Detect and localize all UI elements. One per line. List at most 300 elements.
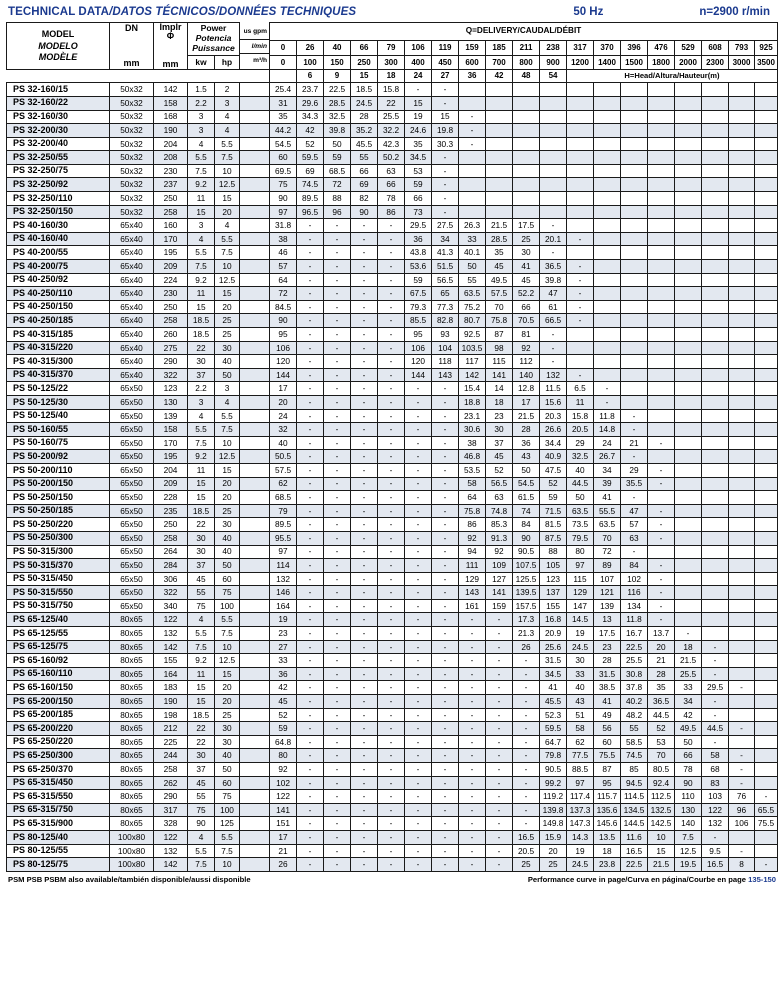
cell-hp: 5.5 [215, 137, 240, 151]
cell-head-0: 68.5 [270, 491, 297, 505]
cell-head-18 [755, 164, 778, 178]
cell-spacer [240, 287, 270, 301]
cell-head-9: 61.5 [513, 491, 540, 505]
cell-hp: 75 [215, 790, 240, 804]
cell-head-9: - [513, 749, 540, 763]
table-row [7, 192, 778, 206]
cell-head-8: - [486, 640, 513, 654]
cell-head-4: - [378, 504, 405, 518]
cell-head-15: 130 [675, 803, 702, 817]
cell-head-9: 12.8 [513, 382, 540, 396]
cell-head-10: 81.5 [540, 518, 567, 532]
cell-head-13 [621, 178, 648, 192]
lmin-9: 800 [513, 56, 540, 70]
cell-hp: 25 [215, 328, 240, 342]
cell-spacer [240, 763, 270, 777]
cell-head-8: 91.3 [486, 531, 513, 545]
cell-head-12: 87 [594, 763, 621, 777]
cell-head-8: 56.5 [486, 477, 513, 491]
header-model-en: MODEL [41, 29, 75, 40]
cell-hp: 20 [215, 205, 240, 219]
cell-head-10: 11.5 [540, 382, 567, 396]
cell-model: PS 40-315/185 [7, 328, 110, 342]
gpm-1: 26 [297, 40, 324, 55]
cell-head-16 [702, 613, 729, 627]
cell-model: PS 65-315/450 [7, 776, 110, 790]
cell-impeller: 142 [154, 858, 188, 872]
cell-spacer [240, 518, 270, 532]
cell-hp: 50 [215, 763, 240, 777]
cell-head-2: - [324, 341, 351, 355]
cell-head-4: 66 [378, 178, 405, 192]
cell-head-12 [594, 260, 621, 274]
cell-head-8: 18 [486, 395, 513, 409]
cell-model: PS 50-125/40 [7, 409, 110, 423]
cell-kw: 45 [188, 572, 215, 586]
cell-head-16 [702, 314, 729, 328]
cell-head-8: 30 [486, 423, 513, 437]
header-hp: hp [215, 56, 240, 70]
cell-kw: 5.5 [188, 246, 215, 260]
cell-head-13: 134.5 [621, 803, 648, 817]
cell-head-14: 80.5 [648, 763, 675, 777]
cell-head-14: 15 [648, 844, 675, 858]
cell-head-8: - [486, 790, 513, 804]
header-kw: kw [188, 56, 215, 70]
cell-head-14 [648, 110, 675, 124]
cell-head-2: - [324, 667, 351, 681]
cell-head-14: 44.5 [648, 708, 675, 722]
cell-dn: 80x65 [110, 735, 154, 749]
cell-head-6: 77.3 [432, 300, 459, 314]
cell-head-18 [755, 830, 778, 844]
cell-kw: 45 [188, 776, 215, 790]
cell-head-1: 23.7 [297, 83, 324, 97]
cell-head-3: - [351, 273, 378, 287]
cell-head-2: - [324, 395, 351, 409]
cell-head-8: 37 [486, 436, 513, 450]
cell-dn: 50x32 [110, 205, 154, 219]
cell-kw: 15 [188, 681, 215, 695]
cell-spacer [240, 817, 270, 831]
cell-dn: 80x65 [110, 749, 154, 763]
cell-head-2: - [324, 654, 351, 668]
cell-kw: 4 [188, 830, 215, 844]
cell-spacer [240, 300, 270, 314]
cell-model: PS 65-200/220 [7, 722, 110, 736]
cell-head-12 [594, 96, 621, 110]
cell-head-0: 141 [270, 803, 297, 817]
lmin-0: 0 [270, 56, 297, 70]
cell-head-5: - [405, 531, 432, 545]
cell-head-9: 54.5 [513, 477, 540, 491]
cell-impeller: 204 [154, 137, 188, 151]
cell-head-12: 49 [594, 708, 621, 722]
cell-head-4: 42.3 [378, 137, 405, 151]
cell-head-4: - [378, 545, 405, 559]
lmin-7: 600 [459, 56, 486, 70]
cell-head-18: - [755, 790, 778, 804]
cell-head-18 [755, 395, 778, 409]
cell-head-10: 16.8 [540, 613, 567, 627]
cell-head-17 [729, 667, 755, 681]
cell-head-18 [755, 531, 778, 545]
cell-head-4: - [378, 559, 405, 573]
cell-head-10: 34.4 [540, 436, 567, 450]
cell-head-12: - [594, 395, 621, 409]
cell-dn: 65x50 [110, 572, 154, 586]
cell-head-9: 84 [513, 518, 540, 532]
cell-head-16 [702, 491, 729, 505]
cell-head-10: 40.9 [540, 450, 567, 464]
cell-head-13: 25.5 [621, 654, 648, 668]
cell-hp: 15 [215, 192, 240, 206]
cell-head-14 [648, 382, 675, 396]
cell-hp: 5.5 [215, 613, 240, 627]
cell-head-14 [648, 273, 675, 287]
table-row [7, 368, 778, 382]
cell-hp: 15 [215, 667, 240, 681]
cell-head-2: - [324, 858, 351, 872]
cell-kw: 30 [188, 531, 215, 545]
cell-head-14: 92.4 [648, 776, 675, 790]
cell-head-18 [755, 300, 778, 314]
cell-kw: 9.2 [188, 654, 215, 668]
cell-model: PS 32-250/75 [7, 164, 110, 178]
cell-head-0: 50.5 [270, 450, 297, 464]
cell-head-18 [755, 341, 778, 355]
cell-head-0: 54.5 [270, 137, 297, 151]
cell-head-8: 115 [486, 355, 513, 369]
cell-head-7: 18.8 [459, 395, 486, 409]
cell-spacer [240, 654, 270, 668]
cell-spacer [240, 830, 270, 844]
cell-head-16: 103 [702, 790, 729, 804]
cell-head-4: - [378, 613, 405, 627]
cell-head-17 [729, 110, 755, 124]
cell-head-10 [540, 151, 567, 165]
m3h-8: 42 [486, 70, 513, 83]
cell-head-16 [702, 355, 729, 369]
cell-head-6: - [432, 735, 459, 749]
cell-head-11: 24.5 [567, 858, 594, 872]
cell-head-11 [567, 192, 594, 206]
table-row [7, 287, 778, 301]
cell-head-14 [648, 287, 675, 301]
cell-spacer [240, 695, 270, 709]
cell-head-7: 23.1 [459, 409, 486, 423]
gpm-7: 159 [459, 40, 486, 55]
cell-head-15 [675, 382, 702, 396]
cell-head-6: 93 [432, 328, 459, 342]
cell-head-15: 33 [675, 681, 702, 695]
lmin-10: 900 [540, 56, 567, 70]
cell-model: PS 32-160/30 [7, 110, 110, 124]
cell-dn: 50x32 [110, 83, 154, 97]
cell-hp: 10 [215, 260, 240, 274]
cell-head-6: - [432, 545, 459, 559]
cell-kw: 22 [188, 518, 215, 532]
cell-head-5: - [405, 627, 432, 641]
cell-head-12 [594, 124, 621, 138]
cell-hp: 60 [215, 572, 240, 586]
cell-hp: 15 [215, 463, 240, 477]
cell-head-10: 20.9 [540, 627, 567, 641]
cell-head-0: 62 [270, 477, 297, 491]
cell-head-16 [702, 477, 729, 491]
cell-head-14: 112.5 [648, 790, 675, 804]
cell-model: PS 50-315/550 [7, 586, 110, 600]
cell-head-18 [755, 776, 778, 790]
cell-head-11: 51 [567, 708, 594, 722]
cell-head-16 [702, 300, 729, 314]
cell-head-3: - [351, 681, 378, 695]
cell-dn: 80x65 [110, 654, 154, 668]
cell-head-4: - [378, 463, 405, 477]
cell-head-2: - [324, 232, 351, 246]
cell-head-7: - [459, 776, 486, 790]
cell-spacer [240, 463, 270, 477]
cell-head-16: 122 [702, 803, 729, 817]
cell-head-10: 64.7 [540, 735, 567, 749]
cell-head-7: - [459, 790, 486, 804]
lmin-3: 250 [351, 56, 378, 70]
cell-head-13 [621, 382, 648, 396]
cell-hp: 40 [215, 749, 240, 763]
m3h-9: 48 [513, 70, 540, 83]
cell-head-15 [675, 83, 702, 97]
cell-head-6: - [432, 436, 459, 450]
cell-spacer [240, 260, 270, 274]
cell-head-2: - [324, 559, 351, 573]
cell-head-4: 32.2 [378, 124, 405, 138]
cell-impeller: 123 [154, 382, 188, 396]
cell-head-11: 19 [567, 844, 594, 858]
header-model-fr: MODÈLE [38, 51, 78, 62]
cell-head-13: 22.5 [621, 858, 648, 872]
cell-model: PS 80-125/40 [7, 830, 110, 844]
cell-impeller: 190 [154, 695, 188, 709]
cell-impeller: 212 [154, 722, 188, 736]
cell-head-11: - [567, 232, 594, 246]
cell-head-17 [729, 192, 755, 206]
cell-head-7: 55 [459, 273, 486, 287]
cell-spacer [240, 735, 270, 749]
gpm-16: 608 [702, 40, 729, 55]
cell-head-4: - [378, 287, 405, 301]
cell-head-16 [702, 368, 729, 382]
cell-head-16 [702, 83, 729, 97]
cell-model: PS 32-250/150 [7, 205, 110, 219]
cell-head-12: 18 [594, 844, 621, 858]
cell-head-16: - [702, 830, 729, 844]
cell-head-9: - [513, 722, 540, 736]
cell-head-15 [675, 205, 702, 219]
cell-head-12: 60 [594, 735, 621, 749]
cell-head-11 [567, 137, 594, 151]
cell-head-10: 20.1 [540, 232, 567, 246]
cell-dn: 65x50 [110, 518, 154, 532]
cell-head-4: - [378, 341, 405, 355]
cell-impeller: 130 [154, 395, 188, 409]
cell-head-16 [702, 260, 729, 274]
cell-model: PS 65-250/370 [7, 763, 110, 777]
cell-head-7: 92 [459, 531, 486, 545]
cell-head-10: 45.5 [540, 695, 567, 709]
cell-head-17 [729, 572, 755, 586]
cell-head-11: - [567, 273, 594, 287]
cell-head-4: - [378, 300, 405, 314]
cell-head-11 [567, 219, 594, 233]
cell-head-2: - [324, 803, 351, 817]
cell-head-16 [702, 287, 729, 301]
table-row [7, 83, 778, 97]
cell-spacer [240, 572, 270, 586]
cell-head-7: 64 [459, 491, 486, 505]
cell-head-6: - [432, 96, 459, 110]
cell-model: PS 50-125/22 [7, 382, 110, 396]
cell-head-15 [675, 477, 702, 491]
cell-head-9: 26 [513, 640, 540, 654]
cell-head-17 [729, 531, 755, 545]
cell-head-5: 59 [405, 273, 432, 287]
cell-head-4: 25.5 [378, 110, 405, 124]
header-model [7, 23, 110, 70]
cell-head-3: - [351, 491, 378, 505]
cell-head-1: 34.3 [297, 110, 324, 124]
cell-head-15 [675, 504, 702, 518]
cell-head-7: - [459, 830, 486, 844]
cell-head-11 [567, 151, 594, 165]
cell-head-18 [755, 205, 778, 219]
cell-head-14: 20 [648, 640, 675, 654]
cell-head-9: 17 [513, 395, 540, 409]
cell-head-11: 58 [567, 722, 594, 736]
cell-head-6: 51.5 [432, 260, 459, 274]
cell-head-13 [621, 328, 648, 342]
cell-head-17: - [729, 844, 755, 858]
cell-impeller: 306 [154, 572, 188, 586]
cell-kw: 15 [188, 205, 215, 219]
cell-head-0: 97 [270, 545, 297, 559]
cell-head-4: - [378, 803, 405, 817]
cell-head-15: - [675, 627, 702, 641]
cell-spacer [240, 477, 270, 491]
cell-head-4: - [378, 355, 405, 369]
cell-spacer [240, 681, 270, 695]
cell-head-17 [729, 463, 755, 477]
cell-head-11: 97 [567, 559, 594, 573]
cell-head-6: - [432, 531, 459, 545]
cell-head-12: 23.8 [594, 858, 621, 872]
table-row [7, 232, 778, 246]
cell-head-1: - [297, 559, 324, 573]
m3h-7: 36 [459, 70, 486, 83]
cell-head-18 [755, 368, 778, 382]
cell-head-3: - [351, 803, 378, 817]
cell-head-18 [755, 219, 778, 233]
cell-head-18 [755, 110, 778, 124]
cell-head-5: - [405, 667, 432, 681]
cell-head-9: 21.3 [513, 627, 540, 641]
cell-head-14 [648, 164, 675, 178]
cell-head-0: 52 [270, 708, 297, 722]
cell-head-11: 40 [567, 463, 594, 477]
cell-head-0: 57.5 [270, 463, 297, 477]
cell-model: PS 40-250/185 [7, 314, 110, 328]
header-dn-unit: mm [123, 58, 140, 69]
cell-head-13: 16.5 [621, 844, 648, 858]
cell-head-0: 92 [270, 763, 297, 777]
cell-head-11: 15.8 [567, 409, 594, 423]
cell-head-16: - [702, 667, 729, 681]
cell-head-4: - [378, 477, 405, 491]
cell-head-16 [702, 409, 729, 423]
cell-head-12: 41 [594, 491, 621, 505]
cell-head-4: - [378, 219, 405, 233]
cell-head-11: 137.3 [567, 803, 594, 817]
cell-kw: 37 [188, 368, 215, 382]
cell-head-6: - [432, 83, 459, 97]
cell-model: PS 65-125/75 [7, 640, 110, 654]
cell-hp: 20 [215, 300, 240, 314]
cell-impeller: 170 [154, 232, 188, 246]
cell-model: PS 50-160/75 [7, 436, 110, 450]
cell-head-13: 22.5 [621, 640, 648, 654]
cell-head-11 [567, 205, 594, 219]
cell-head-1: 29.6 [297, 96, 324, 110]
cell-head-4: 15.8 [378, 83, 405, 97]
speed-label: n=2900 r/min [699, 6, 770, 18]
cell-head-10: 119.2 [540, 790, 567, 804]
cell-head-18 [755, 355, 778, 369]
cell-head-10: 123 [540, 572, 567, 586]
cell-head-10: 41 [540, 681, 567, 695]
cell-head-12 [594, 164, 621, 178]
cell-head-8: - [486, 654, 513, 668]
footer-left: PSM PSB PSBM also available/también disponible/aussi disponible [8, 874, 251, 884]
cell-head-7: - [459, 735, 486, 749]
cell-head-15: 12.5 [675, 844, 702, 858]
cell-spacer [240, 776, 270, 790]
cell-head-10 [540, 137, 567, 151]
cell-head-14: - [648, 477, 675, 491]
cell-head-3: 90 [351, 205, 378, 219]
cell-kw: 30 [188, 545, 215, 559]
cell-head-11 [567, 96, 594, 110]
cell-head-16: - [702, 640, 729, 654]
cell-head-13: 63 [621, 531, 648, 545]
cell-head-15 [675, 409, 702, 423]
cell-head-8: - [486, 763, 513, 777]
cell-head-0: 17 [270, 830, 297, 844]
cell-model: PS 80-125/55 [7, 844, 110, 858]
cell-spacer [240, 586, 270, 600]
cell-head-18 [755, 409, 778, 423]
cell-head-5: 35 [405, 137, 432, 151]
cell-kw: 37 [188, 559, 215, 573]
cell-dn: 80x65 [110, 817, 154, 831]
cell-head-18 [755, 749, 778, 763]
cell-head-11: 73.5 [567, 518, 594, 532]
cell-head-7: - [459, 640, 486, 654]
cell-head-7: - [459, 763, 486, 777]
cell-model: PS 65-250/220 [7, 735, 110, 749]
cell-head-9: 28 [513, 423, 540, 437]
cell-model: PS 32-250/55 [7, 151, 110, 165]
table-row [7, 844, 778, 858]
cell-head-9: 20.5 [513, 844, 540, 858]
